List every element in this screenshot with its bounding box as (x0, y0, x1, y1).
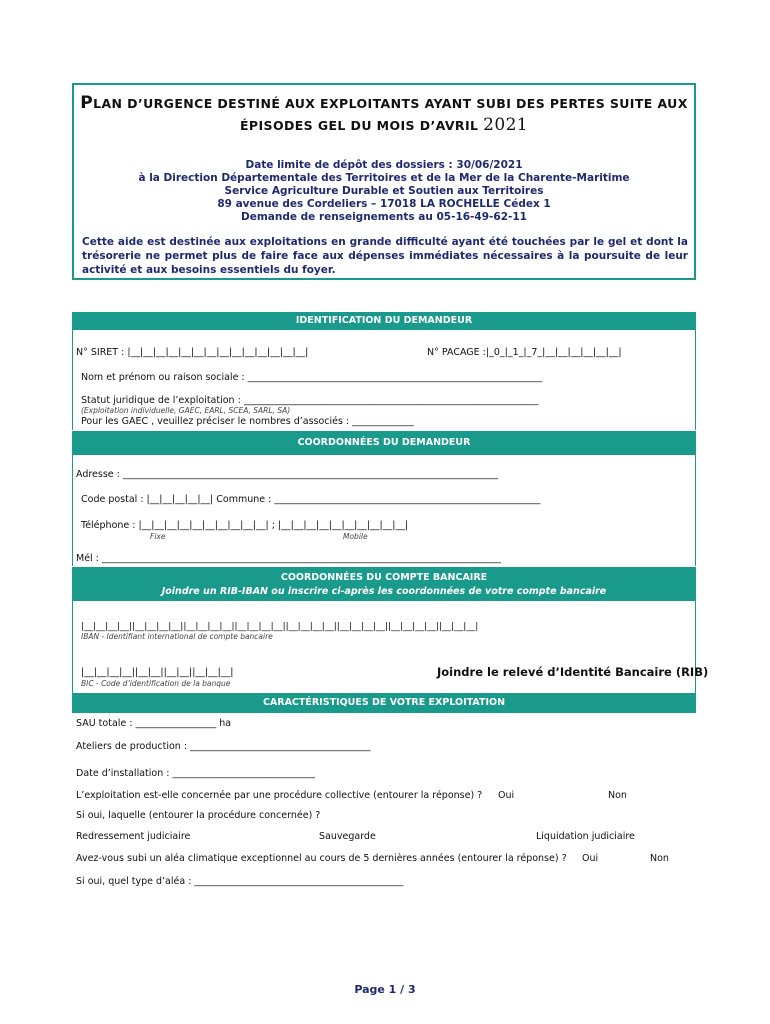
option-redressement[interactable]: Redressement judiciaire (76, 831, 191, 842)
direction: à la Direction Départementale des Territoires et de la Mer de la Charente-Maritime (138, 172, 630, 184)
installation-date-field[interactable]: Date d’installation : ______________________________ (76, 768, 315, 779)
statut-hint: (Exploitation individuelle, GAEC, EARL, SCEA, SARL, SA) (81, 406, 291, 415)
email-field[interactable]: Mél : ____________________________________________________________________________________ (76, 553, 501, 564)
pacage-field[interactable]: N° PACAGE :|_0_|_1_|_7_|__|__|__|__|__|__| (427, 347, 622, 358)
option-liquidation[interactable]: Liquidation judiciaire (536, 831, 635, 842)
alea-type-field[interactable]: Si oui, quel type d’aléa : ____________________________________________ (76, 876, 404, 887)
option-sauvegarde[interactable]: Sauvegarde (319, 831, 376, 842)
section-identification: IDENTIFICATION DU DEMANDEUR (72, 312, 696, 330)
ateliers-field[interactable]: Ateliers de production : ______________________________________ (76, 741, 371, 752)
fixe-label: Fixe (150, 532, 166, 541)
alea-non[interactable]: Non (650, 853, 669, 864)
procedure-oui[interactable]: Oui (498, 790, 515, 801)
section-banque (72, 567, 696, 601)
page-title (74, 93, 694, 113)
statut-field[interactable]: Statut juridique de l’exploitation : ______________________________________________________________ (81, 395, 539, 406)
section-caracteristiques: CARACTÉRISTIQUES DE VOTRE EXPLOITATION (72, 693, 696, 713)
bic-label: BIC - Code d’identification de la banque (81, 679, 231, 688)
postal-address: 89 avenue des Cordeliers – 17018 LA ROCHELLE Cédex 1 (217, 198, 551, 210)
iban-field[interactable]: |__|__|__|__||__|__|__|__||__|__|__|__||__|__|__|__||__|__|__|__||__|__|__|__||__|__|__|__||__|__|__| (81, 622, 479, 632)
procedure-which: Si oui, laquelle (entourer la procédure concernée) ? (76, 810, 321, 821)
title-line1: LAN D’URGENCE DESTINÉ AUX EXPLOITANTS AYANT SUBI DES PERTES SUITE AUX (93, 96, 688, 111)
siret-field[interactable]: N° SIRET : |__|__|__|__|__|__|__|__|__|__|__|__|__|__| (76, 347, 309, 358)
procedure-question: L’exploitation est-elle concernée par une procédure collective (entourer la réponse) ? (76, 790, 483, 801)
deadline: Date limite de dépôt des dossiers : 30/06/2021 (245, 159, 523, 171)
header-box (72, 83, 696, 280)
iban-label: IBAN - Identifiant international de compte bancaire (81, 632, 273, 641)
title-year: 2021 (483, 115, 529, 135)
page-title-line2 (74, 115, 694, 135)
section-coordonnees: COORDONNÉES DU DEMANDEUR (72, 431, 696, 455)
name-field[interactable]: Nom et prénom ou raison sociale : ______________________________________________________________ (81, 372, 543, 383)
telephone-field[interactable]: Téléphone : |__|__|__|__|__|__|__|__|__|__| ; |__|__|__|__|__|__|__|__|__|__| (81, 520, 409, 531)
address-field[interactable]: Adresse : _______________________________________________________________________________ (76, 469, 499, 480)
mobile-label: Mobile (343, 532, 368, 541)
alea-question: Avez-vous subi un aléa climatique exceptionnel au cours de 5 dernières années (entourer la réponse) ? (76, 853, 567, 864)
page-number: Page 1 / 3 (354, 983, 416, 996)
alea-oui[interactable]: Oui (582, 853, 599, 864)
rib-instruction: Joindre le relevé d’Identité Bancaire (RIB) (437, 665, 709, 679)
banque-subtitle: Joindre un RIB-IBAN ou inscrire ci-après les coordonnées de votre compte bancaire (161, 586, 607, 597)
gaec-associates-field[interactable]: Pour les GAEC , veuillez préciser le nombres d’associés : _____________ (81, 416, 414, 427)
intro-text: Cette aide est destinée aux exploitations en grande difficulté ayant été touchées par le gel et dont la trésorerie ne permet plus de faire face aux dépenses immédiates nécessaires à la poursuite de leur activité et aux besoins essentiels du foyer. (82, 236, 688, 276)
sau-field[interactable]: SAU totale : _________________ ha (76, 718, 232, 729)
title-initial: P (80, 93, 94, 113)
info-phone: Demande de renseignements au 05-16-49-62-11 (241, 211, 527, 223)
postal-commune-field[interactable]: Code postal : |__|__|__|__|__| Commune : ________________________________________________________ (81, 494, 541, 505)
procedure-non[interactable]: Non (608, 790, 627, 801)
service: Service Agriculture Durable et Soutien aux Territoires (224, 185, 544, 197)
title-line2: ÉPISODES GEL DU MOIS D’AVRIL (239, 118, 479, 133)
banque-title: COORDONNÉES DU COMPTE BANCAIRE (280, 572, 488, 583)
bic-field[interactable]: |__|__|__|__||__|__||__|__||__|__|__| (81, 667, 234, 678)
